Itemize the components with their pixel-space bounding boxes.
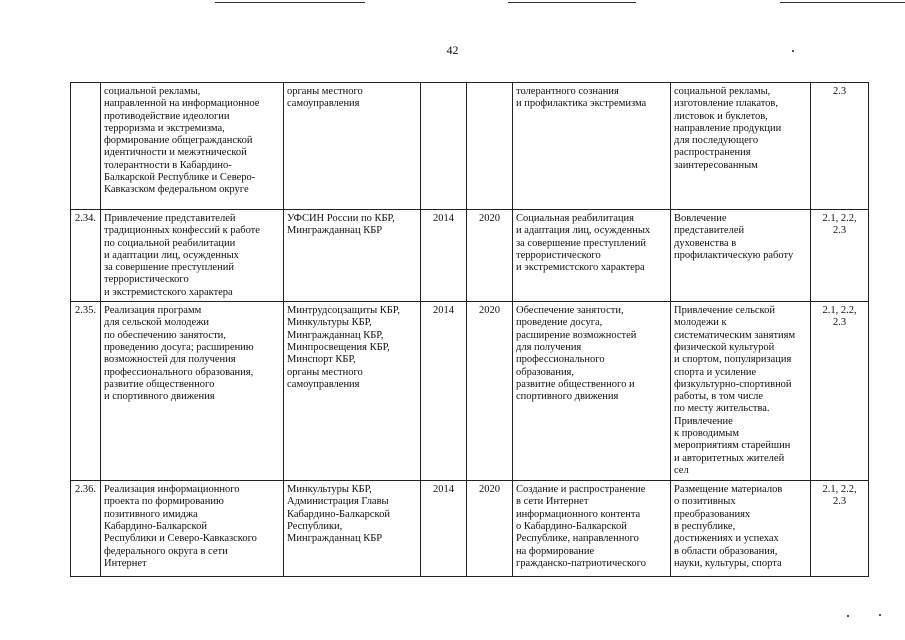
top-rule-left xyxy=(215,2,365,3)
end-year-cell: 2020 xyxy=(467,210,513,302)
row-number xyxy=(71,83,101,210)
scan-speck xyxy=(847,615,849,617)
result-cell: социальной рекламы, изготовление плакатов, листовок и буклетов, направление продукции для последующего распространения заинтересованным xyxy=(671,83,811,210)
executors-cell: Минкультуры КБР, Администрация Главы Кабардино-Балкарской Республики, Мингражданнац КБР xyxy=(284,481,421,577)
end-year-cell xyxy=(467,83,513,210)
table-row xyxy=(71,83,869,210)
scan-speck xyxy=(879,614,881,616)
scan-speck xyxy=(792,50,794,52)
end-year-cell: 2020 xyxy=(467,481,513,577)
page-number: 42 xyxy=(446,43,459,57)
table-row xyxy=(71,481,869,577)
top-rule-right xyxy=(780,2,905,3)
row-number: 2.34. xyxy=(71,210,101,302)
measure-cell: Реализация программ для сельской молодежи по обеспечению занятости, проведению досуга; расширению возможностей для получения профессионального образования, развитие общественного и спортивного движения xyxy=(101,302,284,481)
row-number: 2.35. xyxy=(71,302,101,481)
executors-cell: Минтрудсоцзащиты КБР, Минкультуры КБР, Мингражданнац КБР, Минпросвещения КБР, Минспорт КБР, органы местного самоуправления xyxy=(284,302,421,481)
indicator-code-cell: 2.1, 2.2, 2.3 xyxy=(811,210,869,302)
start-year-cell xyxy=(421,83,467,210)
measure-cell: социальной рекламы, направленной на информационное противодействие идеологии терроризма и экстремизма, формирование общегражданской идентичности и межэтнической толерантности в Кабардино- Балкарской Республике и Северо- Кавказском федеральном округе xyxy=(101,83,284,210)
result-cell: Привлечение сельской молодежи к систематическим занятиям физической культурой и спортом, популяризация спорта и усиление физкультурно-спортивной работы, в том числе по месту жительства. Привлечение к проводимым мероприятиям старейшин и авторитетных жителей сел xyxy=(671,302,811,481)
row-number: 2.36. xyxy=(71,481,101,577)
end-year-cell: 2020 xyxy=(467,302,513,481)
table-row xyxy=(71,210,869,302)
measure-cell: Реализация информационного проекта по формированию позитивного имиджа Кабардино-Балкарской Республики и Северо-Кавказского федерального округа в сети Интернет xyxy=(101,481,284,577)
indicator-code-cell: 2.3 xyxy=(811,83,869,210)
start-year-cell: 2014 xyxy=(421,210,467,302)
measure-cell: Привлечение представителей традиционных конфессий к работе по социальной реабилитации и адаптации лиц, осужденных за совершение преступлений террористического и экстремистского характера xyxy=(101,210,284,302)
goal-cell: Обеспечение занятости, проведение досуга, расширение возможностей для получения профессионального образования, развитие общественного и спортивного движения xyxy=(513,302,671,481)
table-row xyxy=(71,302,869,481)
result-cell: Размещение материалов о позитивных преобразованиях в республике, достижениях и успехах в области образования, науки, культуры, спорта xyxy=(671,481,811,577)
executors-cell: органы местного самоуправления xyxy=(284,83,421,210)
program-measures-table xyxy=(70,82,869,577)
result-cell: Вовлечение представителей духовенства в профилактическую работу xyxy=(671,210,811,302)
goal-cell: Социальная реабилитация и адаптация лиц, осужденных за совершение преступлений террористического и экстремистского характера xyxy=(513,210,671,302)
start-year-cell: 2014 xyxy=(421,481,467,577)
indicator-code-cell: 2.1, 2.2, 2.3 xyxy=(811,302,869,481)
indicator-code-cell: 2.1, 2.2, 2.3 xyxy=(811,481,869,577)
executors-cell: УФСИН России по КБР, Мингражданнац КБР xyxy=(284,210,421,302)
goal-cell: Создание и распространение в сети Интернет информационного контента о Кабардино-Балкарской Республике, направленного на формирование гражданско-патриотического xyxy=(513,481,671,577)
top-rule-middle xyxy=(508,2,636,3)
start-year-cell: 2014 xyxy=(421,302,467,481)
goal-cell: толерантного сознания и профилактика экстремизма xyxy=(513,83,671,210)
